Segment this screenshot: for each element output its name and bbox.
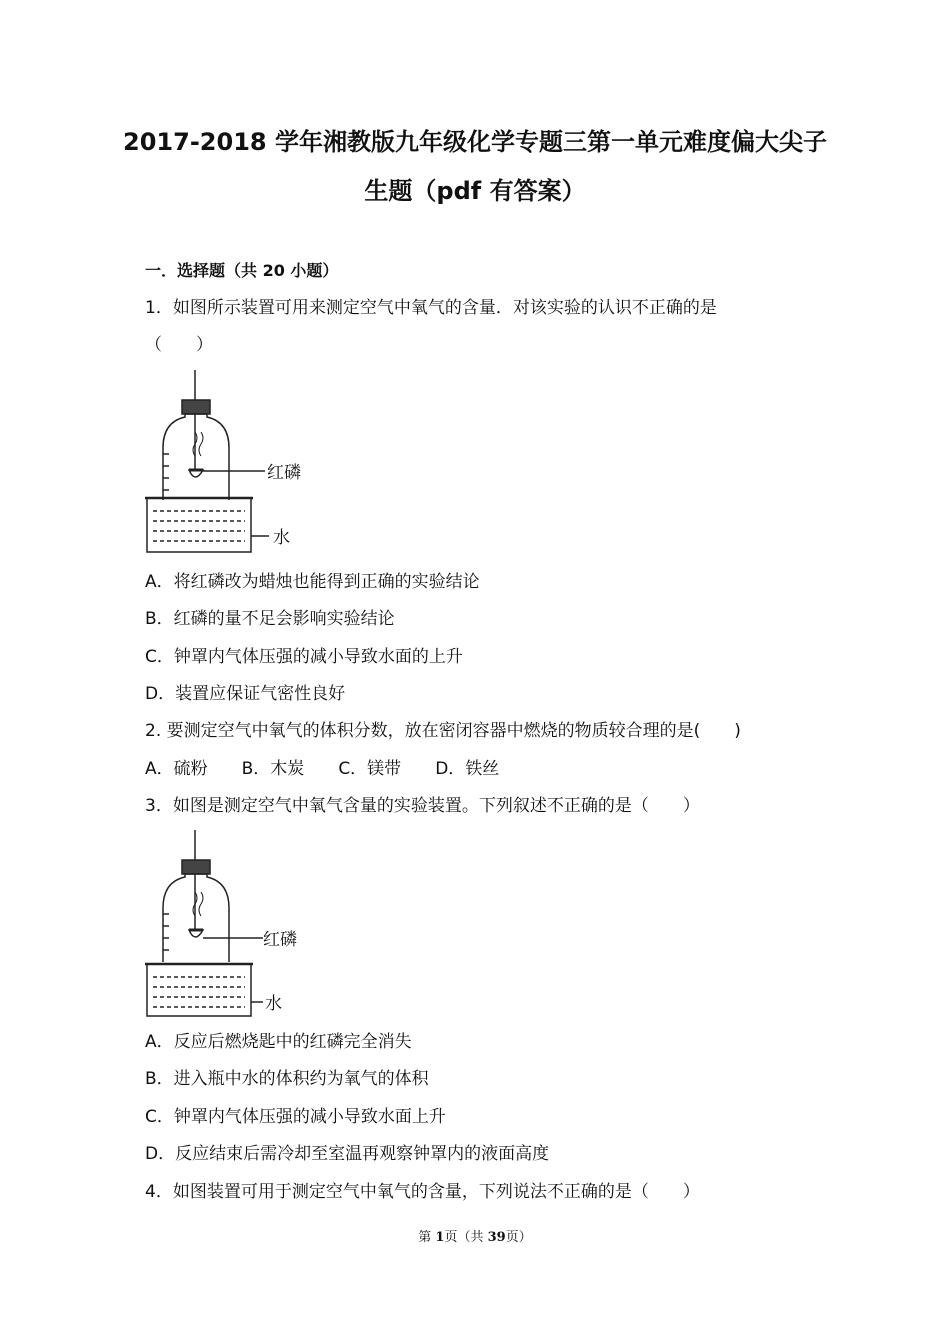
q3-option-d: D．反应结束后需冷却至室温再观察钟罩内的液面高度 bbox=[145, 1144, 550, 1164]
label-water: 水 bbox=[265, 994, 282, 1014]
q2-option-c: C．镁带 bbox=[338, 759, 402, 779]
q2-option-a: A．硫粉 bbox=[145, 759, 208, 779]
q3-option-b: B．进入瓶中水的体积约为氧气的体积 bbox=[145, 1069, 429, 1089]
label-red-phosphorus: 红磷 bbox=[263, 930, 297, 950]
footer-total-pages: 39 bbox=[487, 1230, 506, 1245]
q1-option-d: D．装置应保证气密性良好 bbox=[145, 684, 346, 704]
footer-page-number: 1 bbox=[435, 1230, 445, 1245]
q1-stem: 1．如图所示装置可用来测定空气中氧气的含量．对该实验的认识不正确的是 bbox=[145, 298, 717, 318]
page-footer bbox=[0, 1226, 950, 1245]
q3-option-a: A．反应后燃烧匙中的红磷完全消失 bbox=[145, 1032, 412, 1052]
bell-jar-apparatus bbox=[145, 370, 269, 552]
q1-apparatus-figure bbox=[145, 370, 315, 560]
q1-option-c: C．钟罩内气体压强的减小导致水面的上升 bbox=[145, 647, 463, 667]
footer-prefix: 第 bbox=[418, 1230, 436, 1245]
q2-stem: 2. 要测定空气中氧气的体积分数，放在密闭容器中燃烧的物质较合理的是( ) bbox=[145, 721, 741, 741]
document-title-line-2: 生题（pdf 有答案） bbox=[364, 177, 586, 205]
footer-suffix: 页） bbox=[505, 1230, 532, 1245]
bell-jar-apparatus bbox=[145, 830, 263, 1016]
q4-stem: 4．如图装置可用于测定空气中氧气的含量，下列说法不正确的是（ ） bbox=[145, 1182, 700, 1202]
q3-stem: 3．如图是测定空气中氧气含量的实验装置。下列叙述不正确的是（ ） bbox=[145, 796, 700, 816]
q2-option-d: D．铁丝 bbox=[435, 759, 500, 779]
q2-option-b: B．木炭 bbox=[241, 759, 305, 779]
q1-option-a: A．将红磷改为蜡烛也能得到正确的实验结论 bbox=[145, 572, 480, 592]
q1-stem-bracket: （ ） bbox=[145, 335, 213, 355]
label-water: 水 bbox=[273, 528, 290, 548]
document-title-line-1: 2017-2018 学年湘教版九年级化学专题三第一单元难度偏大尖子 bbox=[123, 128, 827, 156]
section-heading: 一．选择题（共 20 小题） bbox=[145, 261, 339, 280]
q3-option-c: C．钟罩内气体压强的减小导致水面上升 bbox=[145, 1107, 446, 1127]
label-red-phosphorus: 红磷 bbox=[267, 463, 301, 483]
q1-option-b: B．红磷的量不足会影响实验结论 bbox=[145, 609, 395, 629]
q2-options bbox=[145, 757, 499, 781]
q3-apparatus-figure bbox=[145, 830, 315, 1020]
footer-middle: 页（共 bbox=[444, 1230, 488, 1245]
